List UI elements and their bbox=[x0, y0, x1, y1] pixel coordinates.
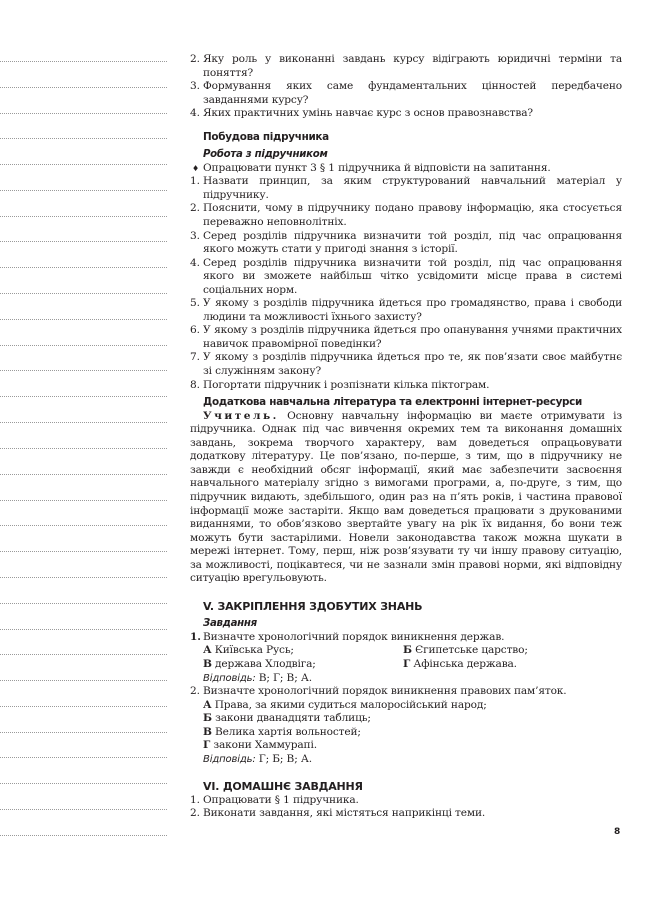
option: Б закони дванадцяти таблиць; bbox=[203, 712, 371, 725]
item-number: 2. bbox=[190, 685, 200, 698]
task-options bbox=[203, 644, 622, 671]
task-item bbox=[190, 685, 622, 766]
item-text: У якому з розділів підручника йдеться про опанування учнями практичних навичок правомірної поведінки? bbox=[203, 324, 622, 350]
option: Г закони Хаммурапі. bbox=[203, 739, 317, 752]
note-line bbox=[0, 345, 167, 346]
section-5-title: V. ЗАКРІПЛЕННЯ ЗДОБУТИХ ЗНАНЬ bbox=[203, 599, 423, 613]
paragraph-text: Основну навчальну інформацію ви маєте отримувати із підручника. Однак під час вивчення окремих тем та виконання домашніх завдань, зокрема творчого характеру, вам доведеться опрацьовувати додаткову літературу. Це пов’язано, по-перше, з тим, що в підручнику не завжди є необхідний обсяг інформації, який має забезпечити засвоєння навчального матеріалу згідно з вимогами програми, а, по-друге, з тим, що підручник видають, здебільшого, один раз на п’ять років, і частина правової інформації може застаріти. Якщо вам доведеться працювати з друкованими виданнями, то обов’язково звертайте увагу на рік їх видання, бо вони теж можуть бути застарілими. Новели законодавства також можна шукати в мережі інтернет. Тому, перш, ніж розв’язувати ту чи іншу правову ситуацію, за можливості, поцікавтеся, чи не зазнали змін правові норми, які відповідну ситуацію врегульовують. bbox=[190, 409, 622, 585]
option: Б Єгипетське царство; bbox=[403, 644, 528, 657]
note-line bbox=[0, 629, 167, 630]
note-line bbox=[0, 706, 167, 707]
question-item bbox=[190, 107, 622, 121]
page-number: 8 bbox=[614, 827, 621, 837]
note-line bbox=[0, 835, 167, 836]
item-text: Яких практичних умінь навчає курс з основ правознавства? bbox=[203, 107, 533, 120]
task-answer bbox=[203, 672, 622, 686]
note-line bbox=[0, 603, 167, 604]
speaker-label: Учитель. bbox=[203, 409, 279, 422]
option: В держава Хлодвіга; bbox=[203, 657, 316, 670]
item-text: У якому з розділів підручника йдеться про те, як пов’язати своє майбутнє зі служінням закону? bbox=[203, 351, 622, 378]
note-line bbox=[0, 164, 167, 165]
textbook-question bbox=[190, 230, 622, 257]
note-line bbox=[0, 500, 167, 501]
answer-label: Відповідь: bbox=[203, 753, 256, 765]
note-margin-lines bbox=[0, 0, 168, 900]
item-number: 3. bbox=[190, 229, 200, 242]
note-line bbox=[0, 87, 167, 88]
item-number: 4. bbox=[190, 107, 200, 120]
note-line bbox=[0, 448, 167, 449]
task-text: Визначте хронологічний порядок виникнення держав. bbox=[203, 630, 505, 643]
note-line bbox=[0, 577, 167, 578]
item-text: Формування яких саме фундаментальних цінностей передбачено завданнями курсу? bbox=[203, 80, 622, 106]
note-line bbox=[0, 783, 167, 784]
item-number: 1. bbox=[190, 793, 200, 806]
item-number: 2. bbox=[190, 807, 200, 820]
note-line bbox=[0, 474, 167, 475]
item-text: Погортати підручник і розпізнати кілька піктограм. bbox=[203, 378, 490, 391]
note-line bbox=[0, 370, 167, 371]
option: В Велика хартія вольностей; bbox=[203, 725, 361, 738]
item-text: Виконати завдання, які містяться наприкінці теми. bbox=[203, 807, 486, 820]
task-text: Визначте хронологічний порядок виникнення правових пам’яток. bbox=[203, 685, 567, 698]
item-text: Пояснити, чому в підручнику подано правову інформацію, яка стосується переважно неповнолітніх. bbox=[203, 202, 622, 229]
note-line bbox=[0, 422, 167, 423]
item-text: Серед розділів підручника визначити той розділ, під час опрацювання якого ви зможете найбільш чітко усвідомити місце права в системі соціальних норм. bbox=[203, 256, 622, 296]
note-line bbox=[0, 809, 167, 810]
answer-label: Відповідь: bbox=[203, 672, 256, 684]
note-line bbox=[0, 757, 167, 758]
additional-resources-heading: Додаткова навчальна література та електронні інтернет-ресурси bbox=[203, 396, 583, 409]
option: Г Афінська держава. bbox=[403, 657, 517, 670]
item-number: 2. bbox=[190, 202, 200, 215]
note-line bbox=[0, 525, 167, 526]
item-text: Опрацювати пункт 3 § 1 підручника й відповісти на запитання. bbox=[203, 161, 551, 174]
note-line bbox=[0, 190, 167, 191]
teacher-paragraph bbox=[190, 410, 622, 586]
note-line bbox=[0, 680, 167, 681]
textbook-work-subheading: Робота з підручником bbox=[203, 149, 328, 161]
note-line bbox=[0, 654, 167, 655]
textbook-question bbox=[190, 257, 622, 298]
textbook-question bbox=[190, 324, 622, 351]
homework-item bbox=[190, 794, 622, 808]
item-number: 1. bbox=[190, 630, 201, 643]
textbook-question bbox=[190, 175, 622, 202]
note-line bbox=[0, 396, 167, 397]
item-number: 3. bbox=[190, 80, 200, 93]
textbook-question bbox=[190, 202, 622, 229]
item-text: У якому з розділів підручника йдеться про громадянство, права і свободи людини та можливості їхнього захисту? bbox=[203, 297, 622, 323]
item-number: 2. bbox=[190, 53, 200, 65]
homework-item bbox=[190, 807, 622, 821]
item-text: Яку роль у виконанні завдань курсу відіграють юридичні терміни та поняття? bbox=[203, 53, 622, 79]
note-line bbox=[0, 138, 167, 139]
textbook-question bbox=[190, 297, 622, 324]
note-line bbox=[0, 216, 167, 217]
note-line bbox=[0, 241, 167, 242]
note-line bbox=[0, 319, 167, 320]
section-6-title: VI. ДОМАШНЄ ЗАВДАННЯ bbox=[203, 780, 363, 794]
note-line bbox=[0, 551, 167, 552]
textbook-question bbox=[190, 379, 622, 393]
textbook-question bbox=[190, 351, 622, 378]
item-text: Опрацювати § 1 підручника. bbox=[203, 793, 359, 806]
option: А Права, за якими судиться малоросійський народ; bbox=[203, 698, 487, 711]
note-line bbox=[0, 61, 167, 62]
question-item bbox=[190, 80, 622, 107]
item-number: 1. bbox=[190, 175, 200, 188]
question-item bbox=[190, 53, 622, 80]
item-text: Назвати принцип, за яким структурований навчальний матеріал у підручнику. bbox=[203, 175, 622, 201]
tasks-subheading: Завдання bbox=[203, 618, 257, 630]
note-line bbox=[0, 293, 167, 294]
bullet-icon: ♦ bbox=[192, 163, 200, 173]
item-number: 4. bbox=[190, 256, 200, 269]
answer-value: Г; Б; В; А. bbox=[258, 752, 312, 765]
note-line bbox=[0, 267, 167, 268]
answer-value: В; Г; В; А. bbox=[258, 671, 312, 684]
item-number: 8. bbox=[190, 378, 200, 391]
page-content bbox=[190, 53, 622, 821]
note-line bbox=[0, 113, 167, 114]
item-number: 7. bbox=[190, 351, 200, 364]
task-item bbox=[190, 631, 622, 685]
item-number: 5. bbox=[190, 297, 200, 310]
option: А Київська Русь; bbox=[203, 644, 294, 657]
item-number: 6. bbox=[190, 324, 200, 337]
note-line bbox=[0, 732, 167, 733]
textbook-structure-heading: Побудова підручника bbox=[203, 130, 329, 143]
item-text: Серед розділів підручника визначити той розділ, під час опрацювання якого можуть стати у пригоді знання з історії. bbox=[203, 229, 622, 256]
task-answer bbox=[203, 753, 622, 767]
bullet-item bbox=[190, 162, 622, 176]
